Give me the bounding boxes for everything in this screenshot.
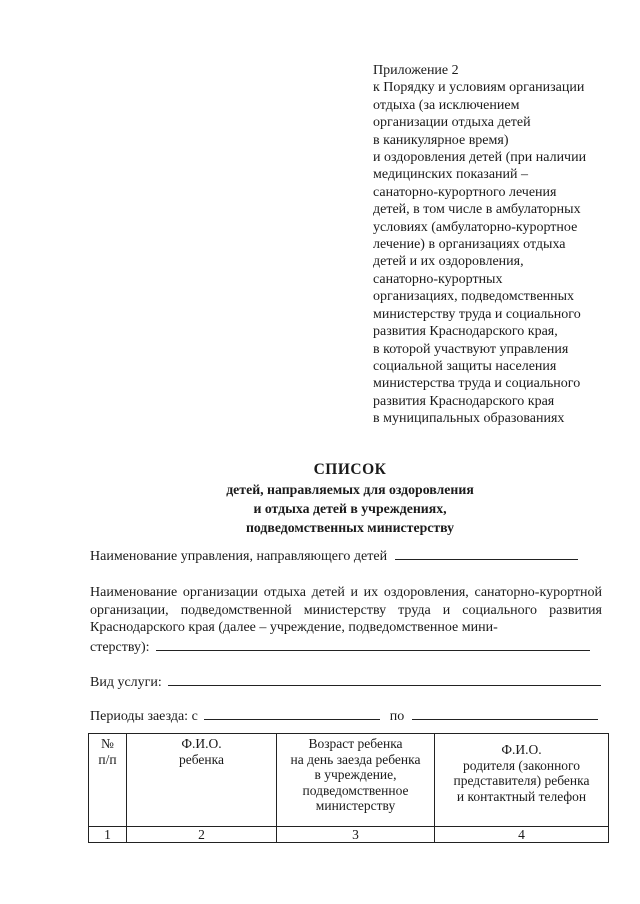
appendix-line: и оздоровления детей (при наличии	[373, 150, 587, 166]
appendix-line: министерства труда и социального	[373, 376, 581, 392]
header-text: Возраст ребенка	[308, 736, 403, 751]
organization-tail-row	[90, 637, 610, 657]
table-header-row	[89, 734, 609, 827]
title-main: СПИСОК	[313, 461, 387, 478]
appendix-line: медицинских показаний –	[373, 167, 529, 183]
header-text: и контактный телефон	[456, 788, 587, 804]
header-child-name	[127, 734, 277, 827]
appendix-line: социальной защиты населения	[373, 358, 557, 374]
appendix-line: лечение) в организациях отдыха	[373, 237, 566, 253]
period-to-label: по	[389, 709, 405, 724]
service-field-row	[90, 672, 610, 692]
header-text: в учреждение,	[314, 767, 397, 782]
appendix-line: в которой участвуют управления	[373, 341, 569, 357]
appendix-line: в муниципальных образованиях	[373, 411, 565, 427]
table-number-row	[89, 827, 609, 843]
appendix-block	[373, 62, 635, 428]
department-field-row	[90, 546, 610, 566]
appendix-line: детей, в том числе в амбулаторных	[373, 202, 581, 218]
appendix-line: санаторно-курортных	[373, 271, 503, 287]
period-label: Периоды заезда: с	[90, 709, 198, 724]
header-parent	[435, 734, 609, 827]
organization-fill-line[interactable]	[156, 637, 590, 651]
appendix-line: развития Краснодарского края	[373, 393, 555, 409]
appendix-line: отдыха (за исключением	[373, 97, 520, 113]
appendix-line: организациях, подведомственных	[373, 289, 575, 305]
appendix-line: развития Краснодарского края,	[373, 324, 558, 340]
appendix-line: министерству труда и социального	[373, 306, 581, 322]
header-text: №	[101, 736, 114, 751]
column-number-cell: 4	[435, 827, 609, 843]
column-number-cell: 1	[89, 827, 127, 843]
organization-paragraph: Наименование организации отдыха детей и их оздоровления, санаторно-курортной организации, подведомственной министерству труда и социального развития Краснодарского края (далее – учреждение, подведомственное мини-	[90, 585, 602, 635]
header-text: министерству	[315, 798, 396, 813]
department-label: Наименование управления, направляющего детей	[90, 549, 388, 564]
header-number	[89, 734, 127, 827]
appendix-line: в каникулярное время)	[373, 132, 509, 148]
appendix-line: санаторно-курортного лечения	[373, 184, 557, 200]
period-from-fill[interactable]	[204, 706, 380, 720]
service-fill-line[interactable]	[168, 672, 601, 686]
title-line: и отдыха детей в учреждениях,	[253, 501, 447, 516]
column-number-cell: 2	[127, 827, 277, 843]
children-table	[88, 733, 609, 843]
appendix-line: условиях (амбулаторно-курортное	[373, 219, 578, 235]
appendix-line: к Порядку и условиям организации	[373, 80, 585, 96]
period-to-fill[interactable]	[412, 706, 598, 720]
department-fill-line[interactable]	[395, 546, 578, 560]
organization-tail: стерству):	[90, 640, 150, 655]
header-text: родителя (законного	[462, 757, 580, 773]
header-text: Ф.И.О.	[181, 736, 222, 751]
period-field-row	[90, 706, 610, 726]
header-child-age	[277, 734, 435, 827]
header-text: Ф.И.О.	[501, 742, 542, 757]
title-line: подведомственных министерству	[245, 520, 455, 535]
document-title	[80, 460, 620, 537]
header-text: п/п	[98, 751, 117, 767]
appendix-line: детей и их оздоровления,	[373, 254, 524, 270]
header-text: ребенка	[179, 751, 224, 767]
header-text: подведомственное	[302, 782, 409, 798]
title-line: детей, направляемых для оздоровления	[226, 482, 474, 497]
header-text: на день заезда ребенка	[290, 751, 421, 767]
appendix-line: организации отдыха детей	[373, 115, 531, 131]
appendix-line: Приложение 2	[373, 63, 459, 78]
service-label: Вид услуги:	[90, 675, 162, 690]
header-text: представителя) ребенка	[453, 773, 590, 788]
column-number-cell: 3	[277, 827, 435, 843]
